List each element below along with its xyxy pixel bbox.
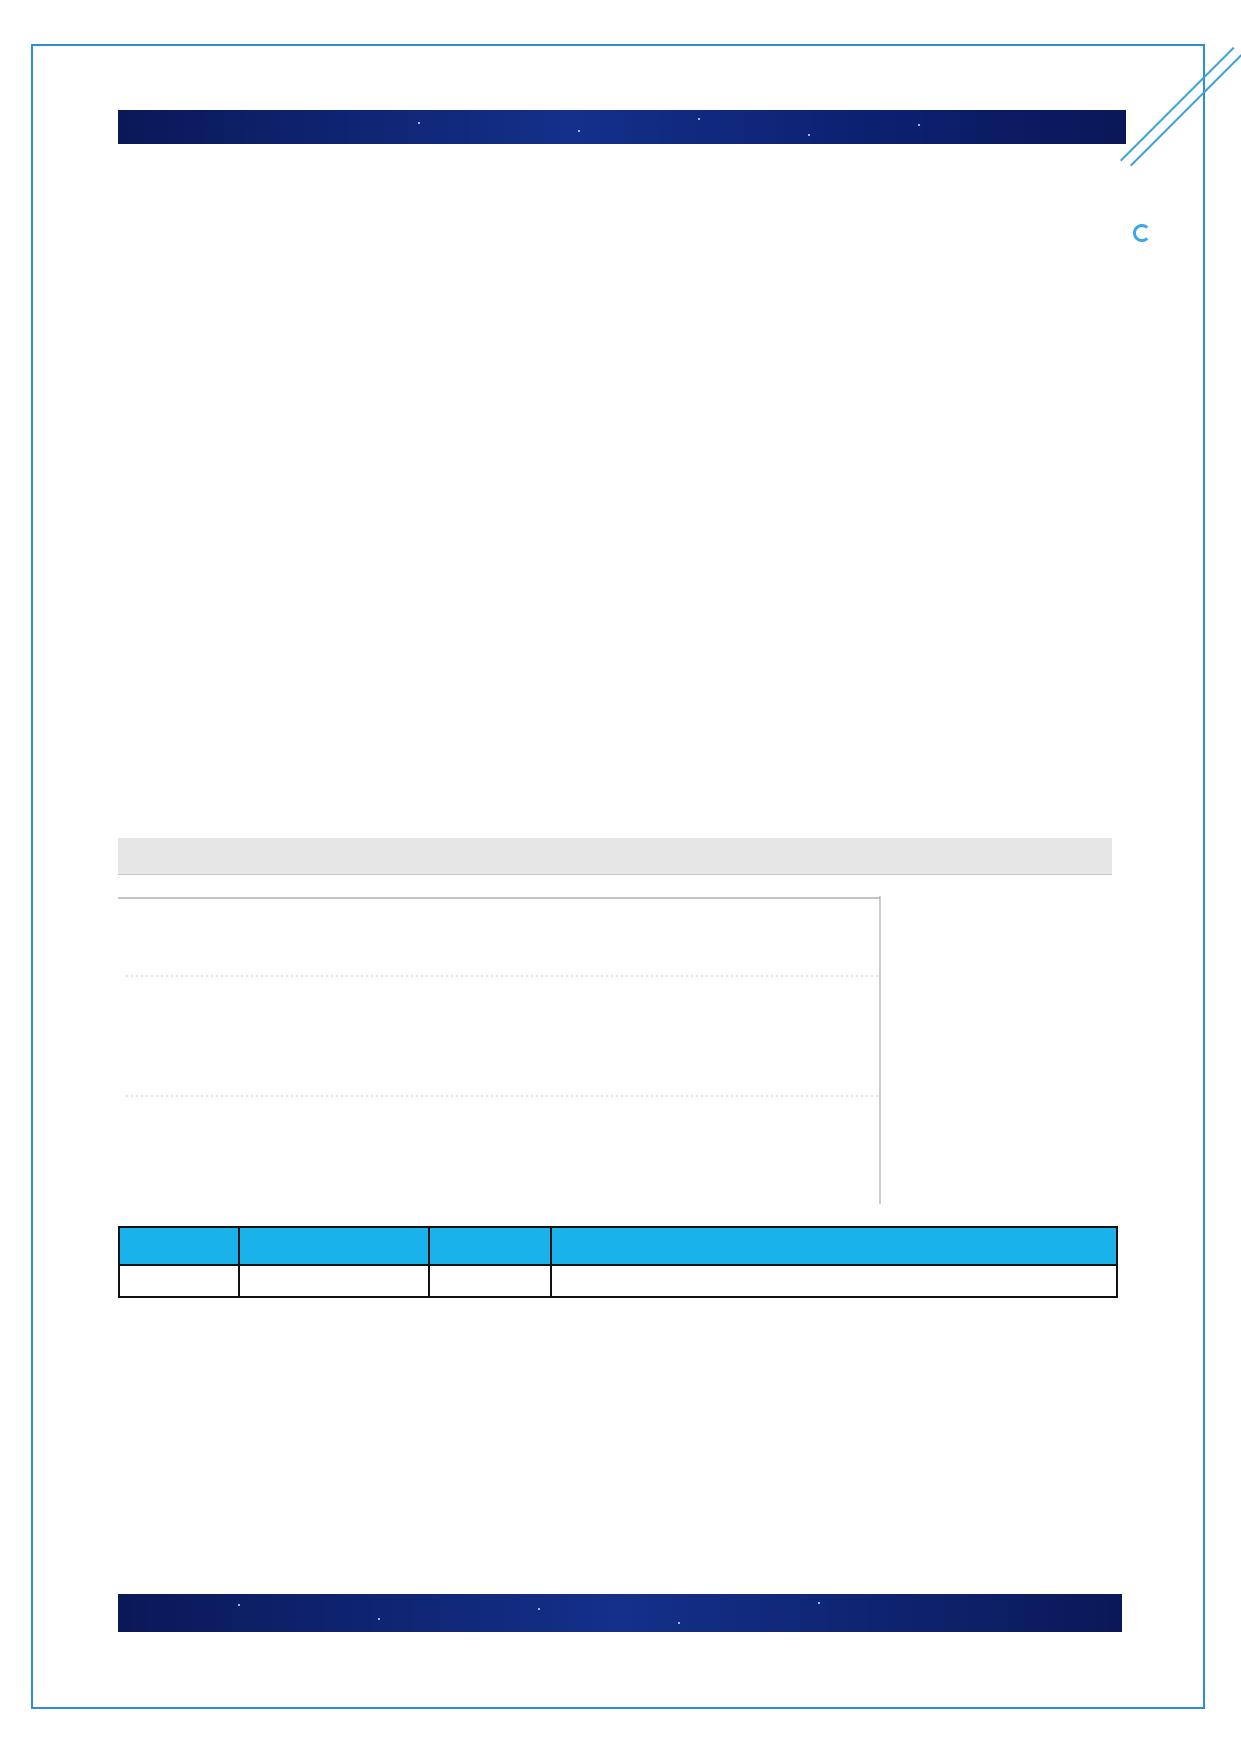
cell-sector xyxy=(119,1265,239,1297)
brand-mark-icon xyxy=(1133,224,1151,242)
kline-chart-svg xyxy=(118,896,1118,1204)
brand-logo-right xyxy=(1133,224,1155,242)
col-view xyxy=(429,1227,551,1265)
page-border xyxy=(31,44,1205,1709)
sector-tabs xyxy=(118,838,1112,875)
footer-banner xyxy=(118,1594,1122,1632)
cell-outlook xyxy=(551,1265,1117,1297)
kline-chart xyxy=(118,896,1118,1204)
table-row xyxy=(119,1265,1117,1297)
col-sector xyxy=(119,1227,239,1265)
col-outlook xyxy=(551,1227,1117,1265)
cell-view xyxy=(429,1265,551,1297)
header-banner xyxy=(118,110,1126,144)
cell-contract xyxy=(239,1265,429,1297)
col-contract xyxy=(239,1227,429,1265)
outlook-table xyxy=(118,1226,1118,1298)
